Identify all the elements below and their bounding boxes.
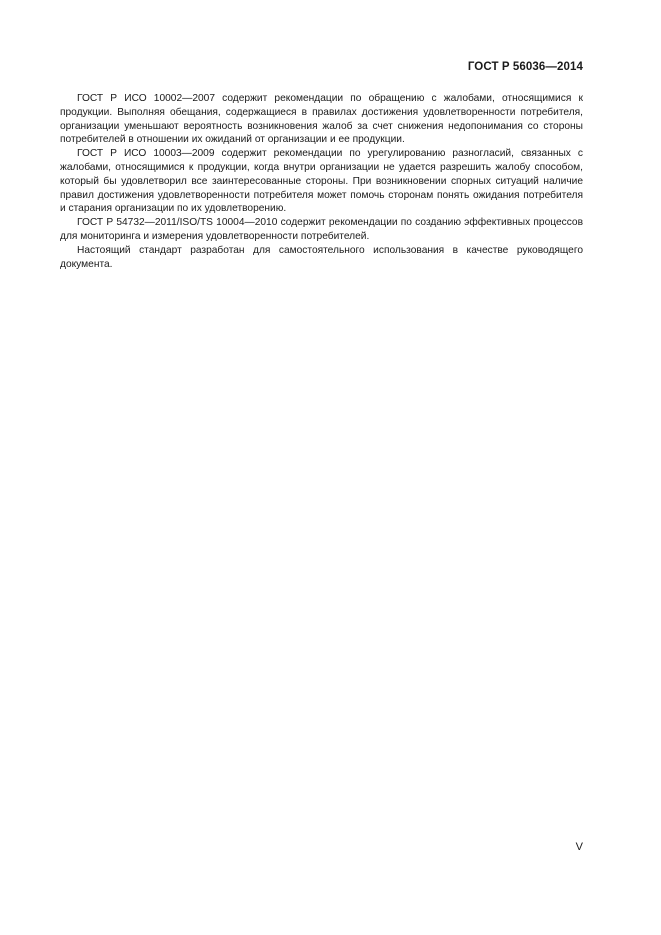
paragraph-gost-54732: ГОСТ Р 54732—2011/ISO/TS 10004—2010 содержит рекомендации по созданию эффективных процессов для мониторинга и измерения удовлетворенности потребителей. [60,217,583,242]
paragraph-standard-purpose: Настоящий стандарт разработан для самостоятельного использования в качестве руководящего документа. [60,244,583,270]
page-number: V [575,841,583,853]
page-header-standard-code: ГОСТ Р 56036—2014 [467,61,583,73]
paragraph-gost-10002: ГОСТ Р ИСО 10002—2007 содержит рекомендации по обращению с жалобами, относящимися к продукции. Выполняя обещания, содержащиеся в правилах достижения удовлетворенности потребителя, организации уменьшают вероятность возникновения жалоб за счет снижения недопонимания со стороны потребителей в отношении их ожиданий от организации и ее продукции. [60,93,583,146]
document-body [60,92,583,271]
paragraph-gost-10003: ГОСТ Р ИСО 10003—2009 содержит рекомендации по урегулированию разногласий, связанных с жалобами, относящимися к продукции, когда внутри организации не удается разрешить жалобу способом, который бы удовлетворил все заинтересованные стороны. При возникновении спорных ситуаций наличие правил достижения удовлетворенности потребителя может помочь сторонам понять ожидания потребителя и старания организации по их удовлетворению. [60,148,583,215]
